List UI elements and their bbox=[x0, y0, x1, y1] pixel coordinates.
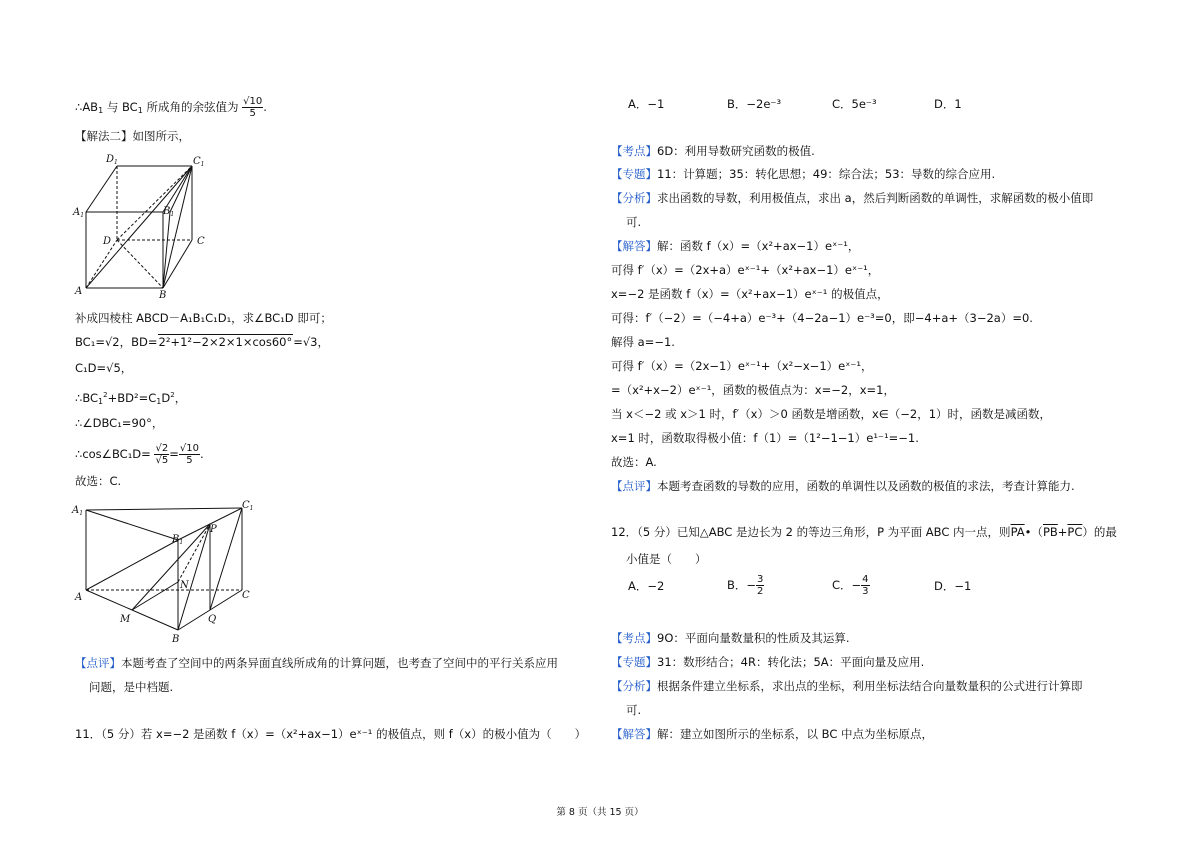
right-angle-line: ∴∠DBC₁=90°， bbox=[75, 416, 164, 430]
review-line: 【点评】本题考查函数的导数的应用，函数的单调性以及函数的极值的求法，考查计算能力. bbox=[611, 479, 1075, 493]
svg-text:B1: $B_1$ bbox=[163, 206, 175, 218]
prism-figure bbox=[70, 498, 260, 648]
svg-text:B: B bbox=[159, 290, 167, 300]
analysis2-line-1: 【分析】根据条件建立坐标系，求出点的坐标，利用坐标法结合向量数量积的公式进行计算即 bbox=[611, 679, 1083, 693]
svg-text:N: N bbox=[180, 580, 189, 591]
answer-line-7: =（x²+x−2）eˣ⁻¹，函数的极值点为：x=−2，x=1， bbox=[611, 383, 895, 397]
q11-option-b: B．−2e⁻³ bbox=[727, 97, 782, 111]
c1d-line: C₁D=√5， bbox=[75, 361, 133, 375]
bc1-bd-line: BC₁=√2，BD=2²+1²−2×2×1×cos60°=√3， bbox=[75, 335, 329, 349]
svg-text:A1: $A_1$ bbox=[73, 207, 85, 219]
question-12: 12．（5 分）已知△ABC 是边长为 2 的等边三角形，P 为平面 ABC 内一点，则$\overline{PA}•(\overline{PB}+\overline{PC})$的最 bbox=[611, 525, 1117, 539]
fraction: $\frac{3}{2}$ bbox=[757, 574, 764, 597]
fraction: $\frac{√10}{5}$ bbox=[179, 443, 199, 466]
cosine-result-line: $\therefore AB_1$ 与 $BC_1$ 所成角的余弦值为 $\frac{√10}{5}$ . bbox=[75, 96, 267, 119]
svg-text:B: B bbox=[172, 634, 180, 645]
q12-option-b: B．− $\frac{3}{2}$ bbox=[727, 574, 764, 597]
svg-text:M: M bbox=[120, 614, 131, 625]
svg-text:P: P bbox=[210, 524, 217, 535]
q11-option-d: D．1 bbox=[934, 97, 962, 111]
choose-answer-line: 故选：C. bbox=[75, 474, 122, 488]
page-footer: 第 8 页（共 15 页） bbox=[556, 807, 644, 818]
q12-option-c: C．− $\frac{4}{3}$ bbox=[832, 574, 869, 597]
svg-text:C: C bbox=[242, 590, 250, 601]
question-12-line-2: 小值是（ ） bbox=[626, 552, 707, 566]
fraction: $\frac{√2}{√5}$ bbox=[155, 443, 169, 466]
svg-text:A1: $A_1$ bbox=[72, 505, 84, 517]
answer-line-2: 可得 f′（x）=（2x+a）eˣ⁻¹+（x²+ax−1）eˣ⁻¹， bbox=[611, 263, 880, 277]
cos-line: ∴cos∠BC₁D= $\frac{√2}{√5}$ = $\frac{√10}{5}$ . bbox=[75, 443, 204, 466]
complete-prism-line: 补成四棱柱 ABCD－A₁B₁C₁D₁，求∠BC₁D 即可； bbox=[75, 311, 332, 325]
q11-option-a: A．−1 bbox=[628, 97, 665, 111]
fraction: $\frac{√10}{5}$ bbox=[243, 96, 263, 119]
svg-text:C1: $C_1$ bbox=[242, 500, 254, 512]
fraction: $\frac{4}{3}$ bbox=[862, 574, 869, 597]
topic-line: 【专题】11：计算题；35：转化思想；49：综合法；53：导数的综合应用. bbox=[611, 167, 996, 181]
answer-line-1: 【解答】解：函数 f（x）=（x²+ax−1）eˣ⁻¹， bbox=[611, 239, 860, 253]
topic-line-2: 【专题】31：数形结合；4R：转化法；5A：平面向量及应用. bbox=[611, 655, 925, 669]
analysis-line-1: 【分析】求出函数的导数，利用极值点，求出 a，然后判断函数的单调性，求解函数的极小值即 bbox=[611, 191, 1094, 205]
q12-option-d: D．−1 bbox=[934, 579, 972, 593]
svg-text:C: C bbox=[197, 236, 205, 247]
answer-line-8: 当 x＜−2 或 x＞1 时，f′（x）＞0 函数是增函数，x∈（−2，1）时，函数是减函数， bbox=[611, 407, 1052, 421]
svg-text:C1: $C_1$ bbox=[193, 156, 205, 168]
answer-line-5: 解得 a=−1. bbox=[611, 335, 675, 349]
comment-line-1: 【点评】本题考查了空间中的两条异面直线所成角的计算问题，也考查了空间中的平行关系应用 bbox=[75, 656, 558, 670]
method-two-heading: 【解法二】如图所示， bbox=[75, 129, 190, 143]
cube-figure bbox=[70, 150, 220, 300]
knowledge-point-2: 【考点】9O：平面向量数量积的性质及其运算. bbox=[611, 631, 850, 645]
svg-text:D: D bbox=[103, 236, 112, 247]
knowledge-point: 【考点】6D：利用导数研究函数的极值. bbox=[611, 144, 815, 158]
answer-line-10: 故选：A. bbox=[611, 455, 657, 469]
answer-line-3: x=−2 是函数 f（x）=（x²+ax−1）eˣ⁻¹ 的极值点， bbox=[611, 287, 889, 301]
svg-text:A: A bbox=[75, 286, 83, 297]
comment-tag: 【点评】 bbox=[75, 656, 121, 670]
sqrt-expression: 2²+1²−2×2×1×cos60° bbox=[158, 335, 293, 349]
answer-line-6: 可得 f′（x）=（2x−1）eˣ⁻¹+（x²−x−1）eˣ⁻¹， bbox=[611, 359, 873, 373]
analysis-line-2: 可. bbox=[626, 215, 642, 229]
analysis2-line-2: 可. bbox=[626, 703, 642, 717]
svg-text:Q: Q bbox=[208, 614, 217, 625]
svg-text:A: A bbox=[75, 592, 83, 603]
comment-line-2: 问题，是中档题. bbox=[89, 680, 174, 694]
svg-text:D1: $D_1$ bbox=[106, 154, 118, 166]
question-11: 11．（5 分）若 x=−2 是函数 f（x）=（x²+ax−1）eˣ⁻¹ 的极值点，则 f（x）的极小值为（ ） bbox=[75, 727, 587, 741]
svg-text:B1: $B_1$ bbox=[172, 534, 184, 546]
q12-option-a: A．−2 bbox=[628, 579, 665, 593]
answer-line-4: 可得：f′（−2）=（−4+a）e⁻³+（4−2a−1）e⁻³=0，即−4+a+（3−2a）=0. bbox=[611, 311, 1033, 325]
pythagoras-line: $\therefore BC_1^2+BD^2=C_1D^2$， bbox=[75, 391, 187, 406]
answer2-line-1: 【解答】解：建立如图所示的坐标系，以 BC 中点为坐标原点， bbox=[611, 727, 934, 741]
q11-option-c: C．5e⁻³ bbox=[832, 97, 877, 111]
answer-line-9: x=1 时，函数取得极小值：f（1）=（1²−1−1）e¹⁻¹=−1. bbox=[611, 431, 919, 445]
